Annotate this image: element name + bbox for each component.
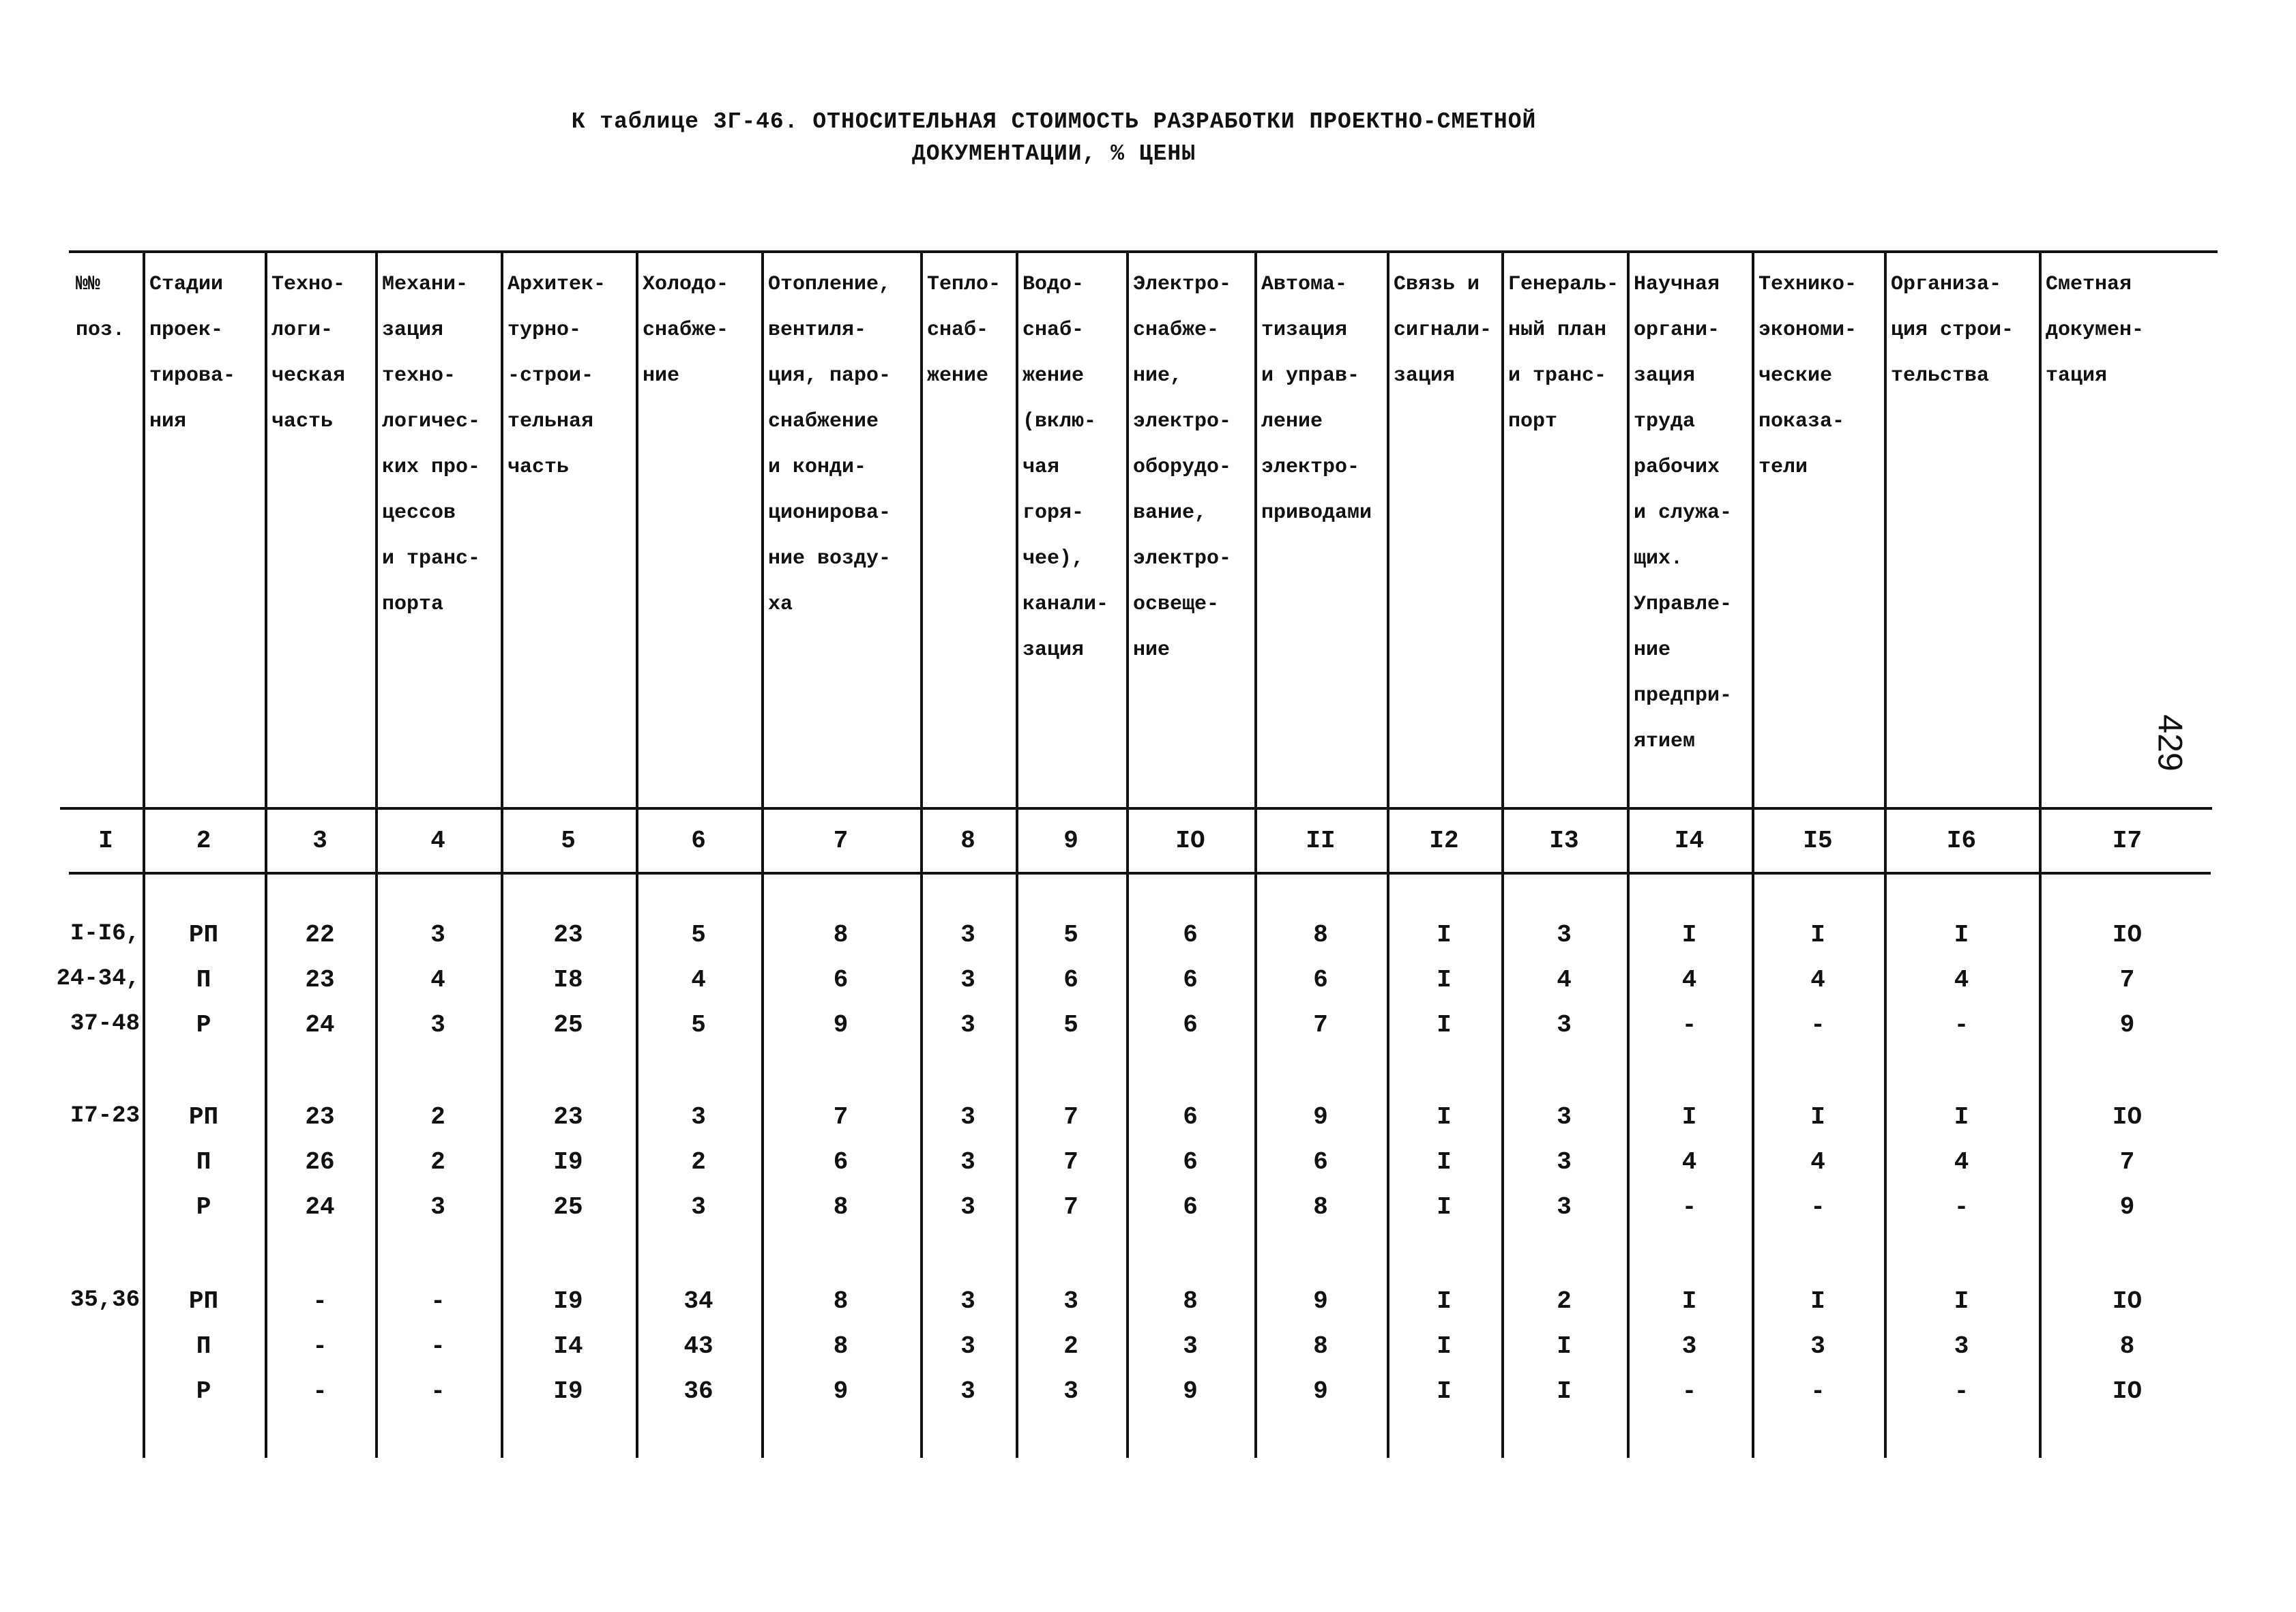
column-header-line: ческие — [1758, 364, 1833, 387]
column-header-line: -строи- — [507, 364, 594, 387]
value-cell: 7 — [2119, 1148, 2135, 1176]
value-cell: 6 — [1063, 966, 1078, 994]
stage-cell: РП — [188, 921, 219, 949]
position-label: 24-34, — [56, 966, 140, 992]
value-cell: 34 — [683, 1287, 713, 1315]
column-header-line: ние — [1133, 639, 1171, 662]
value-cell: 7 — [2119, 966, 2135, 994]
value-cell: IO — [2112, 1377, 2143, 1405]
value-cell: I — [1437, 1193, 1452, 1221]
column-header — [1758, 262, 1857, 490]
value-cell: I9 — [553, 1287, 583, 1315]
value-cell: - — [1954, 1011, 1969, 1039]
value-cell: 3 — [960, 1103, 975, 1131]
value-cell: 3 — [430, 1011, 445, 1039]
value-cell: 43 — [683, 1332, 713, 1360]
value-cell: 2 — [691, 1148, 706, 1176]
column-number-rule — [69, 872, 2211, 875]
column-header — [2046, 262, 2144, 399]
value-cell: 8 — [1313, 921, 1328, 949]
column-header-line: ние — [643, 364, 680, 387]
value-cell: 3 — [960, 921, 975, 949]
value-cell: 5 — [1063, 921, 1078, 949]
value-cell: - — [1810, 1011, 1825, 1039]
value-cell: 23 — [553, 1103, 583, 1131]
value-cell: 24 — [305, 1011, 335, 1039]
value-cell: 9 — [833, 1011, 849, 1039]
value-cell: 24 — [305, 1193, 335, 1221]
value-cell: 3 — [1063, 1287, 1078, 1315]
column-number: 4 — [430, 827, 445, 855]
value-cell: 9 — [1313, 1287, 1328, 1315]
value-cell: 4 — [691, 966, 706, 994]
column-header-line: ция, паро- — [768, 364, 892, 387]
stage-cell: Р — [196, 1011, 211, 1039]
value-cell: - — [312, 1332, 327, 1360]
value-cell: 6 — [1313, 966, 1328, 994]
column-number: 2 — [196, 827, 211, 855]
column-header-line: и служа- — [1634, 501, 1733, 525]
value-cell: 7 — [1063, 1148, 1078, 1176]
value-cell: 2 — [430, 1148, 445, 1176]
column-number: I7 — [2112, 827, 2143, 855]
stage-cell: РП — [188, 1287, 219, 1315]
value-cell: 3 — [960, 966, 975, 994]
column-header-line: турно- — [507, 319, 582, 342]
column-number: 5 — [561, 827, 576, 855]
stage-cell: Р — [196, 1193, 211, 1221]
column-header — [768, 262, 891, 628]
column-header-line: Механи- — [382, 273, 469, 296]
value-cell: - — [1810, 1377, 1825, 1405]
column-header-line: порт — [1508, 410, 1558, 433]
column-number: I2 — [1429, 827, 1459, 855]
value-cell: 6 — [1183, 1103, 1198, 1131]
column-header-line: проек- — [149, 319, 224, 342]
column-header-line: тели — [1758, 456, 1808, 479]
column-header-line: зация — [382, 319, 444, 342]
column-header-line: труда — [1634, 410, 1696, 433]
column-header-line: ятием — [1634, 730, 1696, 753]
value-cell: 3 — [1557, 1193, 1572, 1221]
column-header-line: ние — [1634, 639, 1671, 662]
column-header-line: логичес- — [382, 410, 481, 433]
column-number: I5 — [1803, 827, 1833, 855]
column-header-line: электро- — [1133, 547, 1232, 570]
position-label: 35,36 — [70, 1287, 140, 1313]
column-header — [1634, 262, 1732, 765]
value-cell: - — [430, 1287, 445, 1315]
value-cell: IO — [2112, 1287, 2143, 1315]
position-label: I7-23 — [70, 1103, 140, 1129]
position-label: I-I6, — [70, 921, 140, 947]
column-header-line: тация — [2046, 364, 2108, 387]
column-header-line: предпри- — [1634, 684, 1733, 707]
column-number: I6 — [1946, 827, 1977, 855]
value-cell: 3 — [960, 1148, 975, 1176]
value-cell: 4 — [1954, 1148, 1969, 1176]
column-header-line: поз. — [76, 319, 126, 342]
column-header-line: вание, — [1133, 501, 1207, 525]
stage-cell: П — [196, 1148, 211, 1176]
value-cell: 8 — [833, 921, 849, 949]
value-cell: 3 — [1557, 921, 1572, 949]
column-number: II — [1306, 827, 1336, 855]
column-number: I3 — [1549, 827, 1579, 855]
column-number: 9 — [1063, 827, 1078, 855]
column-header-line: органи- — [1634, 319, 1720, 342]
column-header-line: канали- — [1022, 593, 1109, 616]
value-cell: I — [1810, 1103, 1825, 1131]
value-cell: 3 — [1063, 1377, 1078, 1405]
column-header-line: часть — [271, 410, 334, 433]
column-number: I4 — [1674, 827, 1705, 855]
value-cell: 4 — [430, 966, 445, 994]
value-cell: I — [1437, 921, 1452, 949]
value-cell: 2 — [430, 1103, 445, 1131]
column-header-line: докумен- — [2046, 319, 2145, 342]
value-cell: 6 — [1183, 1011, 1198, 1039]
value-cell: I — [1954, 921, 1969, 949]
column-header-line: снаб- — [1022, 319, 1085, 342]
value-cell: 7 — [833, 1103, 849, 1131]
column-number: 7 — [833, 827, 849, 855]
value-cell: I — [1681, 921, 1697, 949]
column-header-line: ческая — [271, 364, 346, 387]
value-cell: IO — [2112, 921, 2143, 949]
value-cell: 3 — [960, 1332, 975, 1360]
value-cell: 3 — [1810, 1332, 1825, 1360]
value-cell: - — [430, 1332, 445, 1360]
column-header-line: горя- — [1022, 501, 1085, 525]
column-header-line: вентиля- — [768, 319, 867, 342]
column-header-line: снабже- — [643, 319, 729, 342]
value-cell: - — [1681, 1377, 1697, 1405]
column-header-line: Сметная — [2046, 273, 2132, 296]
value-cell: 6 — [1183, 921, 1198, 949]
value-cell: I — [1557, 1332, 1572, 1360]
value-cell: 7 — [1313, 1011, 1328, 1039]
value-cell: I — [1557, 1377, 1572, 1405]
value-cell: 3 — [1183, 1332, 1198, 1360]
header-bottom-rule — [60, 807, 2212, 810]
column-header-line: и управ- — [1261, 364, 1360, 387]
column-header-line: экономи- — [1758, 319, 1857, 342]
value-cell: 6 — [1183, 1193, 1198, 1221]
column-header — [271, 262, 345, 445]
column-header-line: логи- — [271, 319, 334, 342]
column-header-line: цессов — [382, 501, 456, 525]
value-cell: 2 — [1063, 1332, 1078, 1360]
column-header-line: ление — [1261, 410, 1323, 433]
value-cell: 8 — [1313, 1332, 1328, 1360]
value-cell: 36 — [683, 1377, 713, 1405]
value-cell: 4 — [1954, 966, 1969, 994]
value-cell: 3 — [691, 1193, 706, 1221]
column-header-line: зация — [1022, 639, 1085, 662]
value-cell: 3 — [960, 1377, 975, 1405]
value-cell: - — [1954, 1377, 1969, 1405]
column-number: 6 — [691, 827, 706, 855]
value-cell: I — [1437, 1148, 1452, 1176]
column-header-line: освеще- — [1133, 593, 1220, 616]
column-header-line: тельства — [1891, 364, 1990, 387]
value-cell: I — [1954, 1103, 1969, 1131]
value-cell: - — [1681, 1193, 1697, 1221]
value-cell: 3 — [1557, 1103, 1572, 1131]
column-header-line: Организа- — [1891, 273, 2002, 296]
column-header-line: №№ — [76, 273, 101, 296]
column-header — [1394, 262, 1492, 399]
column-number: IO — [1175, 827, 1205, 855]
column-header-line: Архитек- — [507, 273, 606, 296]
value-cell: 3 — [430, 921, 445, 949]
column-header-line: Связь и — [1394, 273, 1480, 296]
column-header-line: жение — [1022, 364, 1085, 387]
value-cell: 4 — [1810, 1148, 1825, 1176]
column-header-line: и транс- — [382, 547, 481, 570]
value-cell: - — [312, 1377, 327, 1405]
value-cell: - — [1954, 1193, 1969, 1221]
value-cell: 25 — [553, 1011, 583, 1039]
value-cell: I — [1437, 966, 1452, 994]
table-top-rule — [69, 250, 2218, 253]
value-cell: 8 — [833, 1287, 849, 1315]
column-header-line: ния — [149, 410, 187, 433]
column-header-line: показа- — [1758, 410, 1845, 433]
value-cell: 6 — [1183, 966, 1198, 994]
column-header — [1508, 262, 1619, 445]
value-cell: 8 — [833, 1193, 849, 1221]
value-cell: 2 — [1557, 1287, 1572, 1315]
value-cell: 23 — [305, 1103, 335, 1131]
column-header-line: жение — [927, 364, 989, 387]
column-header — [76, 262, 125, 353]
value-cell: 3 — [430, 1193, 445, 1221]
column-header-line: тельная — [507, 410, 594, 433]
column-header — [1891, 262, 2014, 399]
value-cell: 7 — [1063, 1193, 1078, 1221]
value-cell: I — [1810, 1287, 1825, 1315]
value-cell: 6 — [1183, 1148, 1198, 1176]
column-header-line: ких про- — [382, 456, 481, 479]
value-cell: I — [1437, 1377, 1452, 1405]
column-header-line: ние, — [1133, 364, 1183, 387]
value-cell: 4 — [1681, 1148, 1697, 1176]
value-cell: - — [1810, 1193, 1825, 1221]
column-header-line: ние возду- — [768, 547, 892, 570]
column-header — [507, 262, 606, 490]
column-header — [1022, 262, 1108, 673]
value-cell: I — [1810, 921, 1825, 949]
value-cell: 23 — [305, 966, 335, 994]
value-cell: I9 — [553, 1148, 583, 1176]
column-header-line: сигнали- — [1394, 319, 1492, 342]
column-header-line: ный план — [1508, 319, 1607, 342]
column-header-line: тизация — [1261, 319, 1348, 342]
column-number: I — [98, 827, 113, 855]
value-cell: 6 — [1313, 1148, 1328, 1176]
column-header — [1261, 262, 1372, 536]
column-header-line: Генераль- — [1508, 273, 1619, 296]
value-cell: I — [1437, 1287, 1452, 1315]
column-header-line: ха — [768, 593, 793, 616]
table-title-line2: ДОКУМЕНТАЦИИ, % ЦЕНЫ — [911, 141, 1196, 166]
value-cell: 8 — [1313, 1193, 1328, 1221]
table-title-line1: К таблице 3Г-46. ОТНОСИТЕЛЬНАЯ СТОИМОСТЬ РАЗРАБОТКИ ПРОЕКТНО-СМЕТНОЙ — [571, 109, 1537, 134]
page-number: 429 — [2151, 714, 2190, 772]
value-cell: 9 — [1313, 1103, 1328, 1131]
value-cell: 3 — [1681, 1332, 1697, 1360]
value-cell: 3 — [960, 1287, 975, 1315]
value-cell: 8 — [1183, 1287, 1198, 1315]
column-header — [149, 262, 235, 445]
column-header-line: чая — [1022, 456, 1060, 479]
column-header-line: Научная — [1634, 273, 1720, 296]
value-cell: 5 — [1063, 1011, 1078, 1039]
stage-cell: Р — [196, 1377, 211, 1405]
column-number: 8 — [960, 827, 975, 855]
stage-cell: П — [196, 1332, 211, 1360]
column-header-line: Водо- — [1022, 273, 1085, 296]
value-cell: I9 — [553, 1377, 583, 1405]
column-header-line: рабочих — [1634, 456, 1720, 479]
stage-cell: РП — [188, 1103, 219, 1131]
value-cell: 5 — [691, 1011, 706, 1039]
value-cell: 4 — [1681, 966, 1697, 994]
value-cell: I4 — [553, 1332, 583, 1360]
value-cell: 9 — [2119, 1011, 2135, 1039]
value-cell: - — [1681, 1011, 1697, 1039]
value-cell: 3 — [1557, 1148, 1572, 1176]
column-header-line: Холодо- — [643, 273, 729, 296]
value-cell: - — [430, 1377, 445, 1405]
value-cell: 22 — [305, 921, 335, 949]
column-header-line: приводами — [1261, 501, 1372, 525]
value-cell: 5 — [691, 921, 706, 949]
value-cell: 3 — [960, 1193, 975, 1221]
column-header-line: ция строи- — [1891, 319, 2014, 342]
value-cell: 6 — [833, 966, 849, 994]
value-cell: I — [1437, 1011, 1452, 1039]
value-cell: 7 — [1063, 1103, 1078, 1131]
value-cell: I — [1681, 1287, 1697, 1315]
column-header-line: часть — [507, 456, 570, 479]
column-header-line: ционирова- — [768, 501, 892, 525]
column-header-line: тирова- — [149, 364, 236, 387]
column-header-line: Тепло- — [927, 273, 1001, 296]
value-cell: 8 — [2119, 1332, 2135, 1360]
column-header-line: зация — [1634, 364, 1696, 387]
column-header-line: Электро- — [1133, 273, 1232, 296]
column-header-line: и транс- — [1508, 364, 1607, 387]
value-cell: I8 — [553, 966, 583, 994]
value-cell: 9 — [1183, 1377, 1198, 1405]
value-cell: - — [312, 1287, 327, 1315]
column-header-line: оборудо- — [1133, 456, 1232, 479]
value-cell: 3 — [1557, 1011, 1572, 1039]
value-cell: 6 — [833, 1148, 849, 1176]
stage-cell: П — [196, 966, 211, 994]
column-header-line: зация — [1394, 364, 1456, 387]
value-cell: 9 — [1313, 1377, 1328, 1405]
column-header-line: Автома- — [1261, 273, 1348, 296]
value-cell: I — [1437, 1332, 1452, 1360]
column-header-line: щих. — [1634, 547, 1683, 570]
column-header-line: снабжение — [768, 410, 879, 433]
value-cell: 3 — [960, 1011, 975, 1039]
column-header-line: электро- — [1261, 456, 1360, 479]
position-label: 37-48 — [70, 1011, 140, 1037]
value-cell: I — [1437, 1103, 1452, 1131]
column-header — [382, 262, 480, 628]
column-header-line: Стадии — [149, 273, 224, 296]
value-cell: 3 — [1954, 1332, 1969, 1360]
column-header-line: снабже- — [1133, 319, 1220, 342]
value-cell: 8 — [833, 1332, 849, 1360]
column-header-line: (вклю- — [1022, 410, 1097, 433]
column-header-line: электро- — [1133, 410, 1232, 433]
column-header — [927, 262, 1001, 399]
value-cell: 3 — [691, 1103, 706, 1131]
column-header-line: Отопление, — [768, 273, 892, 296]
column-header-line: техно- — [382, 364, 456, 387]
column-header-line: чее), — [1022, 547, 1085, 570]
column-header-line: и конди- — [768, 456, 867, 479]
value-cell: 4 — [1810, 966, 1825, 994]
column-header — [1133, 262, 1231, 673]
value-cell: IO — [2112, 1103, 2143, 1131]
value-cell: I — [1681, 1103, 1697, 1131]
value-cell: 23 — [553, 921, 583, 949]
column-header — [643, 262, 728, 399]
column-header-line: Технико- — [1758, 273, 1857, 296]
column-header-line: Управле- — [1634, 593, 1733, 616]
column-number: 3 — [312, 827, 327, 855]
column-header-line: снаб- — [927, 319, 989, 342]
value-cell: 25 — [553, 1193, 583, 1221]
column-header-line: порта — [382, 593, 444, 616]
value-cell: 9 — [833, 1377, 849, 1405]
value-cell: 4 — [1557, 966, 1572, 994]
value-cell: I — [1954, 1287, 1969, 1315]
value-cell: 26 — [305, 1148, 335, 1176]
column-header-line: Техно- — [271, 273, 346, 296]
value-cell: 9 — [2119, 1193, 2135, 1221]
